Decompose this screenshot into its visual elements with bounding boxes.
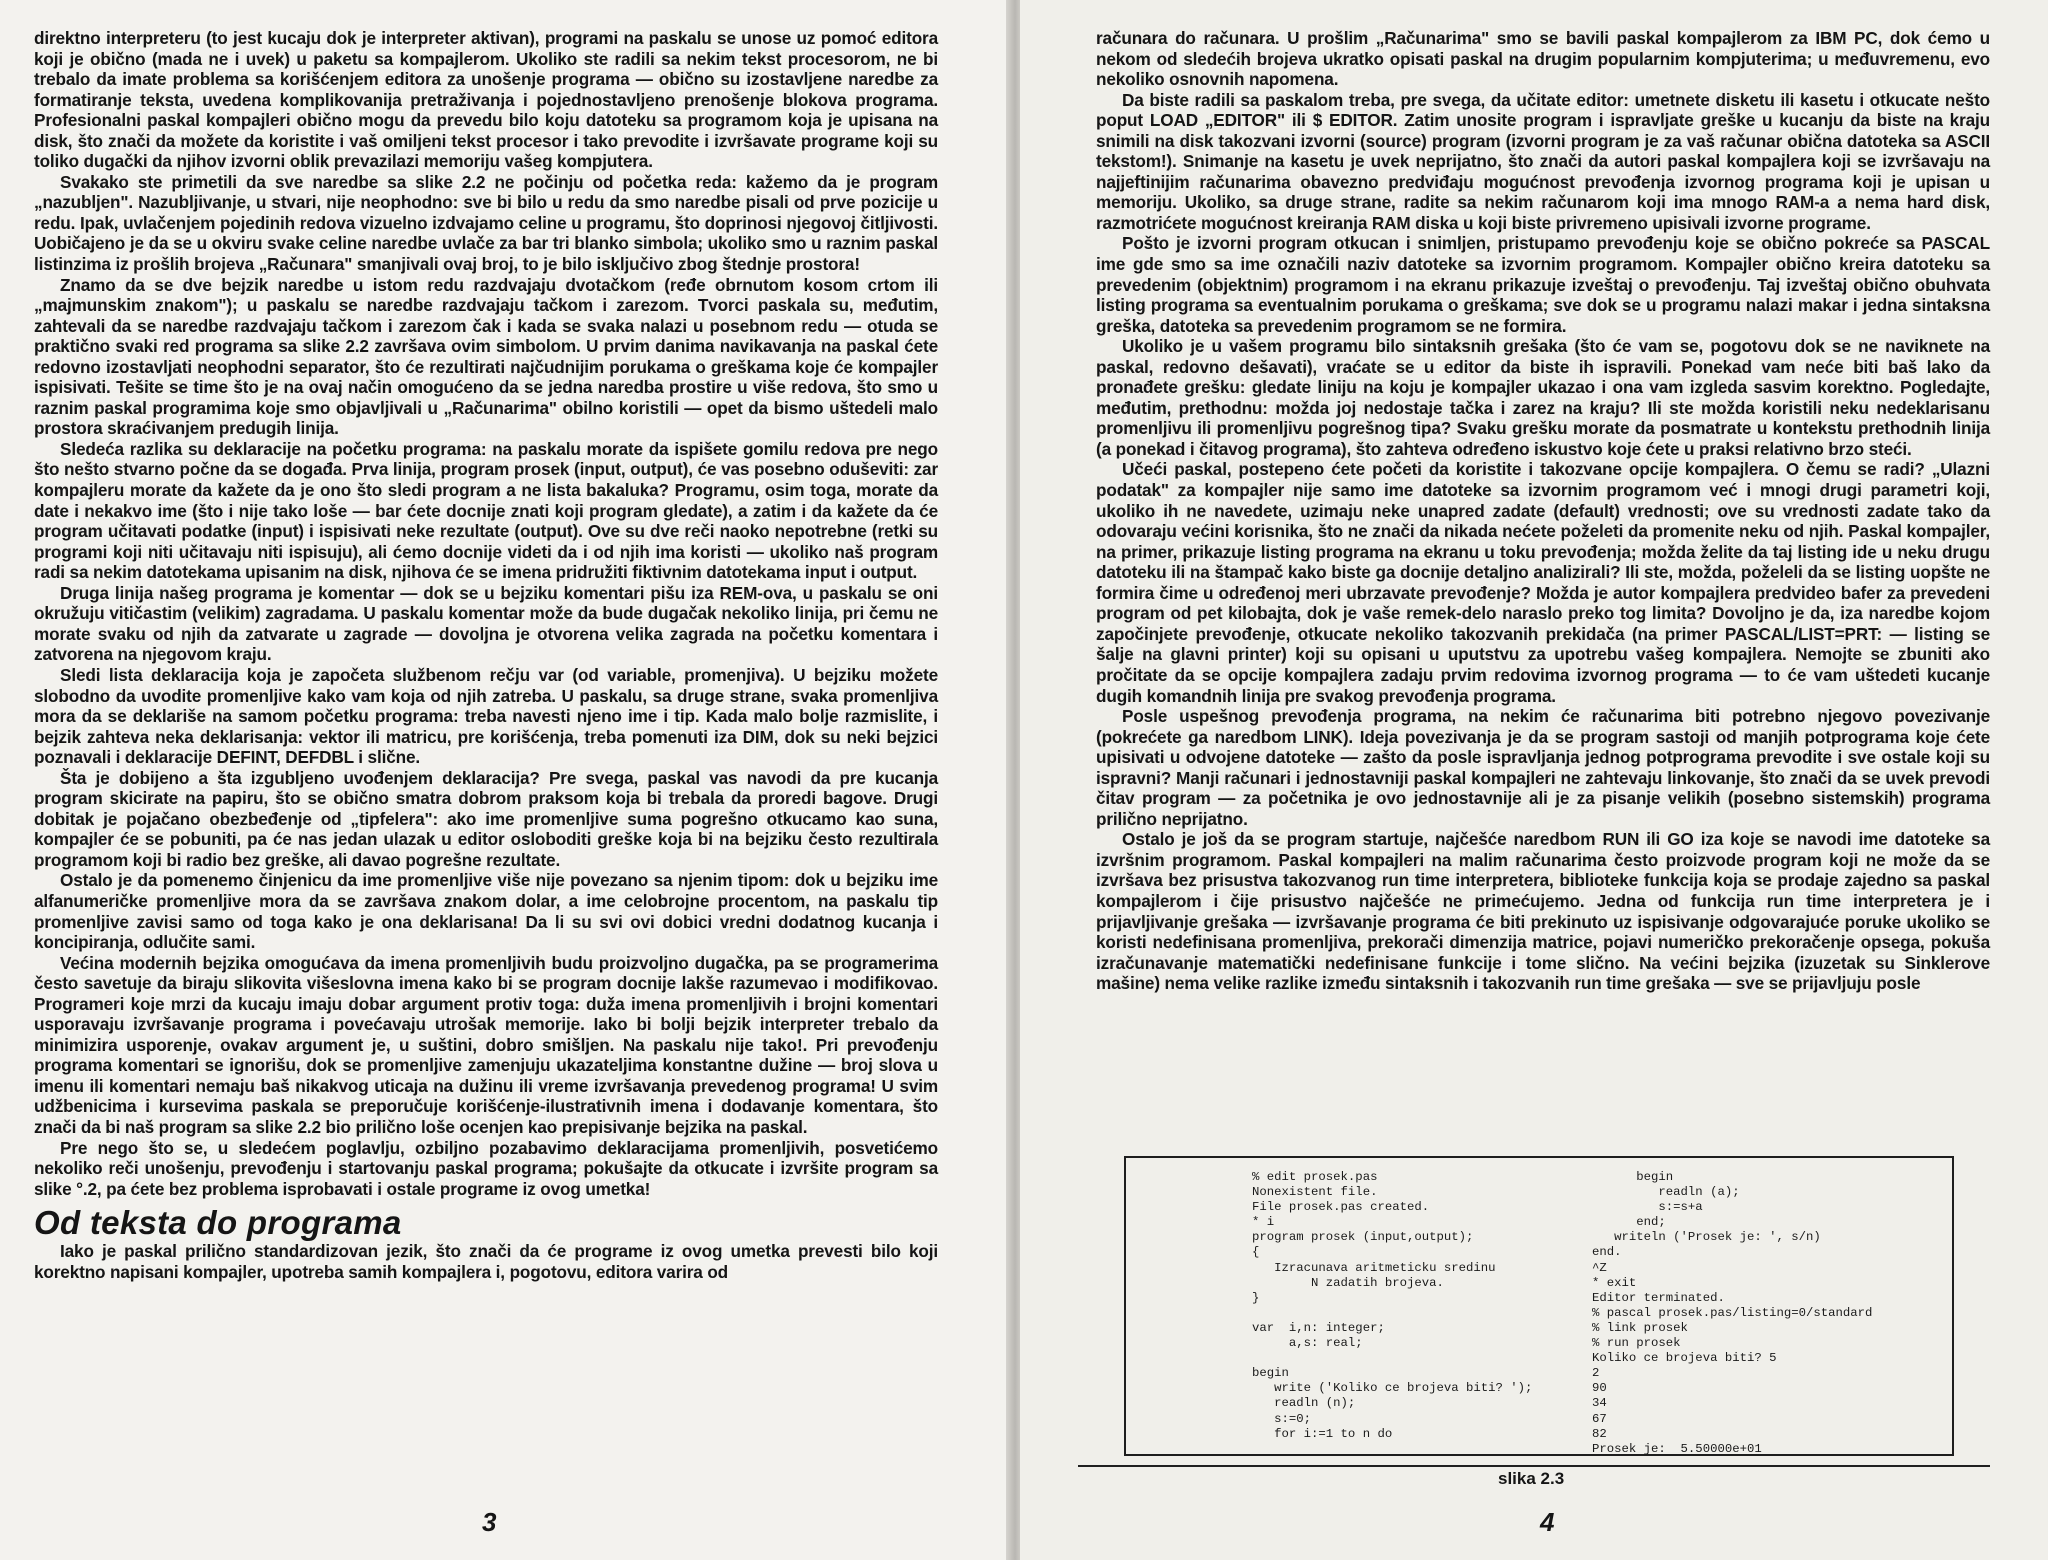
paragraph: Posle uspešnog prevođenja programa, na nekim će računarima biti potrebno njegovo povezivanje (pokrećete ga naredbom LINK). Ideja povezivanja je da se program sastoji od manjih potprograma koje ćete upisivati u odvojene datoteke — zašto da posle ispravljanja jednog potprograma prevodite i sve ostale koji su ispravni? Manji računari i jednostavniji paskal kompajleri ne zahtevaju linkovanje, što znači da se uvek prevodi čitav program — za početnika je ovo jednostavnije ali je za pisanje velikih (posebno sistemskih) programa prilično neprijatno.: [1096, 706, 1990, 829]
code-listing-left: % edit prosek.pas Nonexistent file. File prosek.pas created. * i program prosek (input,output); { Izracunava aritmeticku sredinu N zadatih brojeva. } var i,n: integer; a,s: real; begin write ('Koliko ce brojeva biti? '); readln (n); s:=0; for i:=1 to n do: [1252, 1170, 1533, 1441]
right-page-text: [1096, 28, 1990, 994]
paragraph: Većina modernih bejzika omogućava da imena promenljivih budu proizvoljno dugačka, pa se programerima često savetuje da biraju slikovita višeslovna imena kako bi se program docnije lakše razumevao i modifikovao. Programeri koje mrzi da kucaju imaju dobar argument protiv toga: duža imena promenljivih i brojni komentari usporavaju izvršavanje programa i povećavaju utrošak memorije. Iako bi bolji bejzik interpreter trebalo da minimizira usporenje, ovakav argument je, u suštini, dobro smišljen. Na paskalu nije tako!. Pri prevođenju programa komentari se ignorišu, dok se promenljive zamenjuju ukazateljima konstantne dužine — broj slova u imenu ili komentari nemaju baš nikakvog uticaja na dužinu ili vreme izvršavanja prevedenog programa! U svim udžbenicima i kursevima paskala se preporučuje korišćenje-ilustrativnih imena i dodavanje komentara, što znači da bi naš program sa slike 2.2 bio prilično loše ocenjen kao prepisivanje bejzika na paskal.: [34, 952, 938, 1137]
paragraph: Pre nego što se, u sledećem poglavlju, ozbiljno pozabavimo deklaracijama promenljivih, posvetićemo nekoliko reči unošenju, prevođenju i startovanju paskal programa; pokušajte da otkucate i izvršite program sa slike °.2, pa ćete bez problema isprobavati i ostale programe iz ovog umetka!: [34, 1137, 938, 1199]
paragraph: Ostalo je još da se program startuje, najčešće naredbom RUN ili GO iza koje se navodi ime datoteke sa izvršnim programom. Paskal kompajleri na malim računarima često proizvode program koji ne može da se izvršava bez prisustva takozvanog run time interpretera, biblioteke funkcija koja se prodaje zajedno sa paskal kompajlerom i čije prisustvo najčešće ne primećujemo. Jedna od funkcija run time interpretera je i prijavljivanje grešaka — izvršavanje programa će biti prekinuto uz ispisivanje odgovarajuće poruke ukoliko se koristi nedefinisana promenljiva, prekorači dimenzija matrice, pojavi numeričko prekoračenje opsega, pokuša izračunavanje matematički nedefinisane funkcije i tome slično. Na većini bejzika (izuzetak su Sinklerove mašine) nema velike razlike između sintaksnih i takozvanih run time grešaka — sve se prijavljuju posle: [1096, 829, 1990, 994]
paragraph: računara do računara. U prošlim „Računarima" smo se bavili paskal kompajlerom za IBM PC, dok ćemo u nekom od sledećih brojeva ukratko opisati paskal na drugim popularnim kompjuterima; u međuvremenu, evo nekoliko osnovnih napomena.: [1096, 28, 1990, 90]
page-number: 4: [1540, 1507, 1555, 1537]
paragraph: direktno interpreteru (to jest kucaju dok je interpreter aktivan), programi na paskalu se unose uz pomoć editora koji je obično (mada ne i uvek) u paketu sa kompajlerom. Ukoliko ste radili sa nekim tekst procesorom, ne bi trebalo da imate problema sa korišćenjem editora za unošenje programa — obično su izostavljene naredbe za formatiranje teksta, uvedena komplikovanija pretraživanja i pojednostavljeno prenošenje blokova programa. Profesionalni paskal kompajleri obično mogu da prevedu bilo koju datoteku sa programom koja je upisana na disk, što znači da možete da koristite i vaš omiljeni tekst procesor i tako prevodite i izvršavate programe koji su toliko dugački da njihov izvorni oblik prevazilazi memoriju vašeg kompjutera.: [34, 28, 938, 172]
paragraph: Sledeća razlika su deklaracije na početku programa: na paskalu morate da ispišete gomilu redova pre nego što nešto stvarno počne da se događa. Prva linija, program prosek (input, output), će vas posebno oduševiti: zar kompajleru morate da kažete da je ono što sledi program a ne lista bakaluka? Programu, osim toga, morate da date i nekakvo ime (što i nije tako loše — bar ćete docnije znati koji program gledate), a zatim i da kažete da će program učitavati podatke (input) i ispisivati neke rezultate (output). Ove su dve reči naoko nepotrebne (retki su programi koji niti učitavaju niti ispisuju), ali ćemo docnije videti da i od njih ima koristi — ukoliko naš program radi sa nekim datotekama upisanim na disk, njihova će se imena pridružiti fiktivnim datotekama input i output.: [34, 438, 938, 583]
paragraph: Znamo da se dve bejzik naredbe u istom redu razdvajaju dvotačkom (ređe obrnutom kosom crtom ili „majmunskim znakom"); u paskalu se naredbe razdvajaju tačkom i zarezom. Tvorci paskala su, međutim, zahtevali da se naredbe razdvajaju tačkom i zarezom čak i kada se svaka nalazi u posebnom redu — otuda se praktično svaki red programa sa slike 2.2 završava ovim simbolom. U prvim danima navikavanja na paskal ćete redovno izostavljati neophodni separator, što će rezultirati najčudnijim porukama o greškama koje će kompajler ispisivati. Tešite se time što je na ovaj način omogućeno da se jedna naredba prostire u više redova, što smo u raznim paskal programima koje smo objavljivali u „Računarima" obilno koristili — opet da bismo uštedeli malo prostora skraćivanjem predugih linija.: [34, 274, 938, 439]
paragraph: Ukoliko je u vašem programu bilo sintaksnih grešaka (što će vam se, pogotovu dok se ne naviknete na paskal, redovno dešavati), vraćate se u editor da biste ih ispravili. Ponekad vam neće biti baš lako da pronađete grešku: gledate liniju na koju je kompajler ukazao i ona vam izgleda sasvim korektno. Pogledajte, međutim, prethodnu: možda joj nedostaje tačka i zarez na kraju? Ili ste možda koristili neku nedeklarisanu promenljivu ili promenljivu pogrešnog tipa? Svaku grešku morate da posmatrate u kontekstu prethodnih linija (a ponekad i čitavog programa), što zahteva određeno iskustvo koje ćete u praksi relativno brzo steći.: [1096, 336, 1990, 459]
section-heading: Od teksta do programa: [34, 1204, 402, 1242]
left-page: [0, 0, 1010, 1560]
paragraph: Pošto je izvorni program otkucan i snimljen, pristupamo prevođenju koje se obično pokreće sa PASCAL ime gde smo sa ime označili naziv datoteke sa izvornim programom. Kompajler obično kreira datoteku sa prevedenim (objektnim) programom i na ekranu prikazuje izveštaj o prevođenju. Taj izveštaj obično obuhvata listing programa sa eventualnim porukama o greškama; sve dok se u programu nalazi makar i jedna sintaksna greška, datoteka sa prevedenim programom se ne formira.: [1096, 233, 1990, 336]
paragraph: Učeći paskal, postepeno ćete početi da koristite i takozvane opcije kompajlera. O čemu se radi? „Ulazni podatak" za kompajler nije samo ime datoteke sa izvornim programom već i mnogi drugi parametri koji, ukoliko ih ne navedete, uzimaju neke unapred zadate (default) vrednosti; ove su vrednosti zadate tako da odovaraju većini korisnika, što ne znači da nikada nećete poželeti da promenite neku od njih. Paskal kompajler, na primer, prikazuje listing programa na ekranu u toku prevođenja; možda želite da taj listing ide u neku drugu datoteku ili na štampač kako biste ga docnije detaljno analizirali? Ili ste, možda, poželeli da se listing uopšte ne formira čime u određenoj meri ubrzavate prevođenje? Možda je autor kompajlera predvideo bafer za prevedeni program od pet kilobajta, dok je vaše remek-delo naraslo preko tog limita? Dovoljno je da, iza naredbe kojom započinjete prevođenje, otkucate nekoliko takozvanih prekidača (na primer PASCAL/LIST=PRT: — listing se šalje na glavni printer) koji su opisani u uputstvu za upotrebu vašeg kompajlera. Nemojte se zbuniti ako pročitate da se opcije kompajlera zadaju prvim redovima izvornog programa — to će vam uštedeti kucanje dugih komandnih linija pre svakog prevođenja programa.: [1096, 459, 1990, 706]
figure-caption: slika 2.3: [1498, 1469, 1565, 1488]
page-number: 3: [482, 1507, 497, 1537]
paragraph: Šta je dobijeno a šta izgubljeno uvođenjem deklaracija? Pre svega, paskal vas navodi da pre kucanja program skicirate na papiru, što se obično smatra dobrom praksom koja bi trebala da proredi bagove. Drugi dobitak je pojačano obezbeđenje od „tipfelera": ako ime promenljive suma pogrešno otkucamo kao suna, kompajler će se pobuniti, pa će nas jedan ulazak u editor osloboditi greške koja bi na bejziku često rezultirala programom koji bi radio bez greške, ali davao pogrešne rezultate.: [34, 767, 938, 870]
paragraph: Ostalo je da pomenemo činjenicu da ime promenljive više nije povezano sa njenim tipom: dok u bejziku ime alfanumeričke promenljive mora da se završava znakom dolar, a ime celobrojne procentom, na paskalu tip promenljive zavisi samo od toga kako je ona deklarisana! Da li su svi ovi dobici vredni dodatnog kucanja i koncipiranja, odlučite sami.: [34, 870, 938, 953]
paragraph: Sledi lista deklaracija koja je započeta službenom rečju var (od variable, promenjiva). U bejziku možete slobodno da uvodite promenljive kako vam koja od njih zatreba. U paskalu, sa druge strane, svaka promenljiva mora da se deklariše na samom početku programa: treba navesti njeno ime i tip. Kada malo bolje razmislite, i bejzik zahteva neka deklarisanja: vektor ili matricu, pre korišćenja, treba pomenuti iza DIM, dok su neki bejzici poznavali i deklaracije DEFINT, DEFDBL i slične.: [34, 664, 938, 768]
left-page-text: [34, 28, 938, 1282]
paragraph: Svakako ste primetili da sve naredbe sa slike 2.2 ne počinju od početka reda: kažemo da je program „nazubljen". Nazubljivanje, u stvari, nije neophodno: sve bi bilo u redu da smo naredbe pisali od prve pozicije u redu. Ipak, uvlačenjem pojedinih redova vizuelno izdvajamo celine u programu, što doprinosi njegovoj čitljivosti. Uobičajeno je da se u okviru svake celine naredbe uvlače za bar tri blanko simbola; ukoliko smo u raznim paskal listinzima iz prošlih brojeva „Računara" smanjivali ovaj broj, to je bilo isključivo zbog štednje prostora!: [34, 171, 938, 275]
paragraph: Iako je paskal prilično standardizovan jezik, što znači da će programe iz ovog umetka prevesti bilo koji korektno napisani kompajler, upotreba samih kompajlera i, pogotovu, editora varira od: [34, 1241, 938, 1282]
code-listing-right: begin readln (a); s:=s+a end; writeln ('Prosek je: ', s/n) end. ^Z * exit Editor terminated. % pascal prosek.pas/listing=0/standard % link prosek % run prosek Koliko ce brojeva biti? 5 2 90 34 67 82 Prosek je: 5.50000e+01: [1592, 1170, 1873, 1456]
figure-divider: [1078, 1465, 1990, 1467]
paragraph: Da biste radili sa paskalom treba, pre svega, da učitate editor: umetnete disketu ili kasetu i otkucate nešto poput LOAD „EDITOR" ili $ EDITOR. Zatim unosite program i ispravljate greške u kucanju da biste na kraju snimili na disk takozvani izvorni (source) program (izvorni program je za vaš računar obična datoteka sa ASCII tekstom!). Snimanje na kasetu je uvek neprijatno, što znači da autori paskal kompajlera koji se izvršavaju na najjeftinijim računarima obavezno predviđaju mogućnost prevođenja izvornog programa koji je upisan u memoriju. Ukoliko, sa druge strane, radite sa nekim računarom koji ima mnogo RAM-a a nema hard disk, razmotrićete mogućnost kreiranja RAM diska u koji biste privremeno upisivali izvorne programe.: [1096, 89, 1990, 233]
code-figure: [1124, 1156, 1954, 1456]
right-page: [1020, 0, 2048, 1560]
paragraph: Druga linija našeg programa je komentar — dok se u bejziku komentari pišu iza REM-ova, u paskalu se oni okružuju vitičastim (velikim) zagradama. U paskalu komentar može da bude dugačak nekoliko linija, pri čemu ne morate svaku od njih da zatvarate u zagrade — dovoljna je otvorena velika zagrada na početku komentara i zatvorena na njegovom kraju.: [34, 582, 938, 665]
